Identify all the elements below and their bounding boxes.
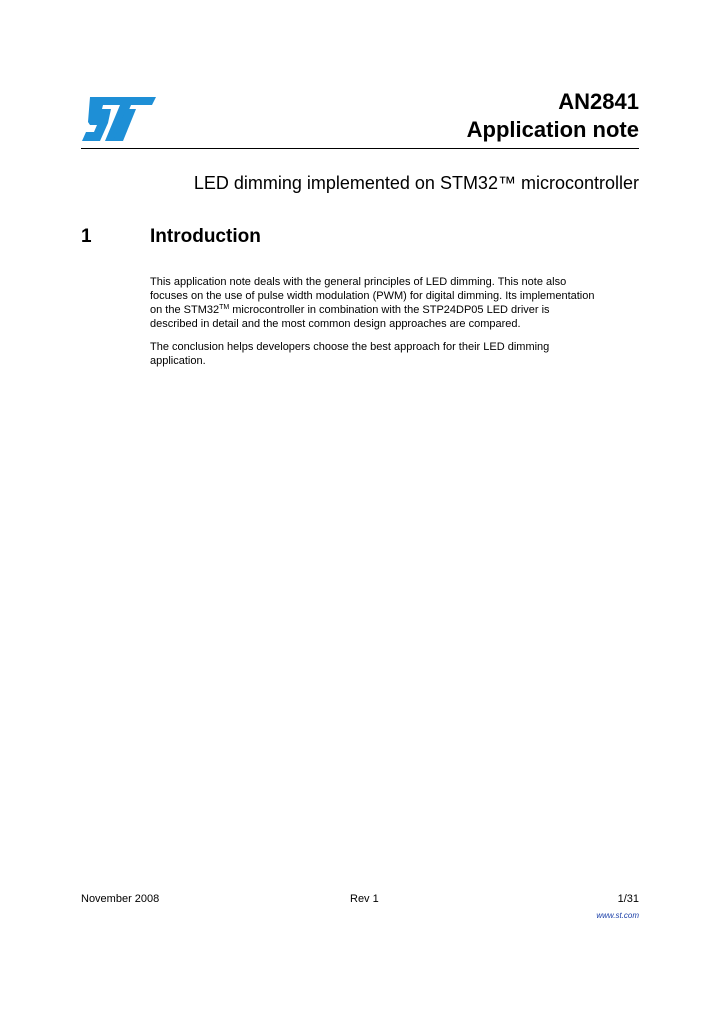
footer-revision: Rev 1: [350, 893, 379, 905]
footer-date: November 2008: [81, 893, 160, 905]
document-title: LED dimming implemented on STM32™ microcontroller: [193, 173, 639, 193]
section-title: Introduction: [150, 226, 261, 247]
paragraph-line: described in detail and the most common design approaches are compared.: [150, 318, 521, 330]
header-divider: [81, 148, 639, 149]
section-number: 1: [81, 226, 92, 247]
trademark-superscript: TM: [219, 304, 230, 311]
footer-website-link[interactable]: www.st.com: [596, 911, 639, 920]
paragraph-line: This application note deals with the general principles of LED dimming. This note also: [150, 276, 567, 288]
intro-paragraph-2: [150, 340, 640, 368]
intro-paragraph-1: [150, 275, 640, 331]
paragraph-line: The conclusion helps developers choose the best approach for their LED dimming: [150, 341, 550, 353]
paragraph-line: [150, 303, 640, 317]
footer-page-number: 1/31: [617, 893, 639, 905]
paragraph-line: application.: [150, 355, 206, 367]
paragraph-line: focuses on the use of pulse width modulation (PWM) for digital dimming. Its implementation: [150, 290, 595, 302]
document-number: AN2841: [558, 89, 639, 114]
paragraph-text: on the STM32: [150, 304, 220, 316]
document-type: Application note: [466, 117, 639, 142]
paragraph-text: microcontroller in combination with the STP24DP05 LED driver is: [229, 304, 550, 316]
st-logo-icon: [82, 96, 156, 142]
